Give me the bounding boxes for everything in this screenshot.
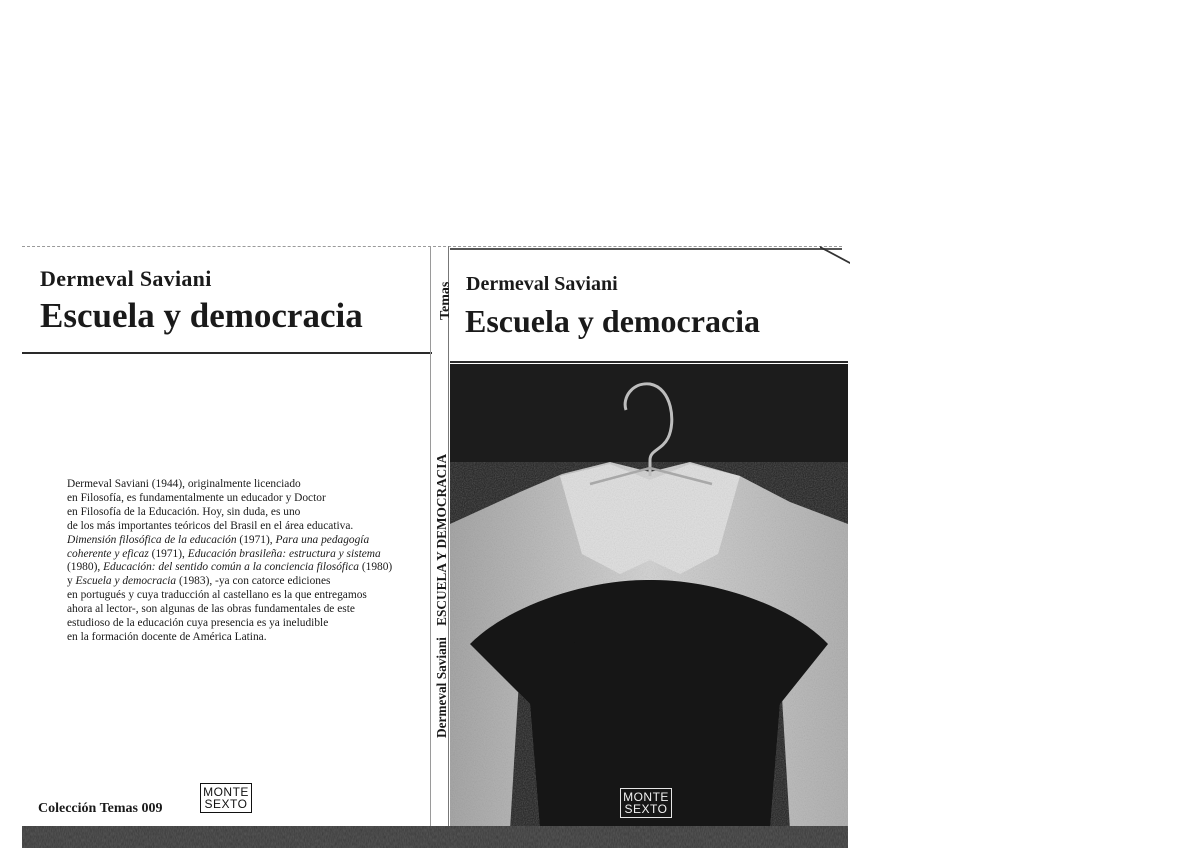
blurb-text: (1983), -ya con catorce ediciones: [176, 575, 331, 588]
blurb-text: de los más importantes teóricos del Brasil en el área educativa.: [67, 519, 354, 532]
blurb-line: [67, 603, 412, 617]
spine-text: [434, 454, 450, 738]
front-cover-author: Dermeval Saviani: [466, 273, 618, 295]
publisher-logo-back: [200, 783, 252, 813]
blurb-text: en Filosofía, es fundamentalmente un educador y Doctor: [67, 491, 326, 504]
collection-label: Colección Temas 009: [38, 801, 163, 816]
torn-corner: [820, 246, 850, 282]
blurb-italic-text: Para una pedagogía: [275, 533, 370, 546]
blurb-text: (1971),: [236, 533, 276, 546]
blurb-text: ahora al lector-, son algunas de las obras fundamentales de este: [67, 603, 355, 616]
blurb-italic-text: Educación brasileña: estructura y sistema: [187, 547, 381, 560]
back-cover-title: Escuela y democracia: [40, 296, 363, 335]
spine-fold-left: [430, 246, 431, 826]
blurb-line: [67, 534, 412, 548]
blurb-line: [67, 548, 412, 562]
blurb-italic-text: Escuela y democracia: [75, 575, 177, 588]
blurb-text: en la formación docente de América Latina.: [67, 630, 267, 643]
front-cover-title: Escuela y democracia: [465, 303, 761, 339]
spine-series: Temas: [438, 281, 453, 320]
blurb-line: [67, 506, 412, 520]
blurb-line: [67, 617, 412, 631]
cover-photo-shirt-on-hanger: [450, 364, 848, 830]
publisher-logo-line: SEXTO: [624, 802, 668, 816]
publisher-logo-front: [620, 788, 672, 818]
blurb-text: en portugués y cuya traducción al castellano es la que entregamos: [67, 589, 367, 602]
blurb-italic-text: Educación: del sentido común a la conciencia filosófica: [103, 561, 359, 574]
blurb-text: (1980),: [67, 561, 104, 574]
publisher-logo-line: SEXTO: [204, 797, 248, 811]
blurb-text: estudioso de la educación cuya presencia es ya ineludible: [67, 617, 329, 630]
blurb-text: Dermeval Saviani (1944), originalmente licenciado: [67, 478, 301, 490]
blurb-line: [67, 561, 412, 575]
spine-title: ESCUELA Y DEMOCRACIA: [434, 453, 449, 626]
blurb-line: [67, 631, 412, 645]
back-cover-rule: [22, 352, 432, 354]
blurb-line: [67, 478, 412, 492]
blurb-text: y: [67, 575, 76, 588]
spine-author: Dermeval Saviani: [434, 637, 449, 738]
publisher-logo-line: MONTE: [623, 790, 669, 804]
blurb-text: (1980): [359, 561, 393, 574]
front-cover-rule: [450, 361, 848, 363]
top-rule-front: [450, 248, 842, 250]
blurb-italic-text: coherente y eficaz: [67, 547, 149, 560]
blurb-line: [67, 520, 412, 534]
back-cover-blurb: [67, 478, 412, 645]
blurb-line: [67, 589, 412, 603]
bottom-scan-band: [22, 826, 848, 848]
back-cover-author: Dermeval Saviani: [40, 266, 212, 291]
blurb-line: [67, 575, 412, 589]
blurb-text: en Filosofía de la Educación. Hoy, sin duda, es uno: [67, 505, 301, 518]
blurb-italic-text: Dimensión filosófica de la educación: [67, 533, 237, 546]
blurb-line: [67, 492, 412, 506]
blurb-text: (1971),: [148, 547, 188, 560]
publisher-logo-line: MONTE: [203, 785, 249, 799]
